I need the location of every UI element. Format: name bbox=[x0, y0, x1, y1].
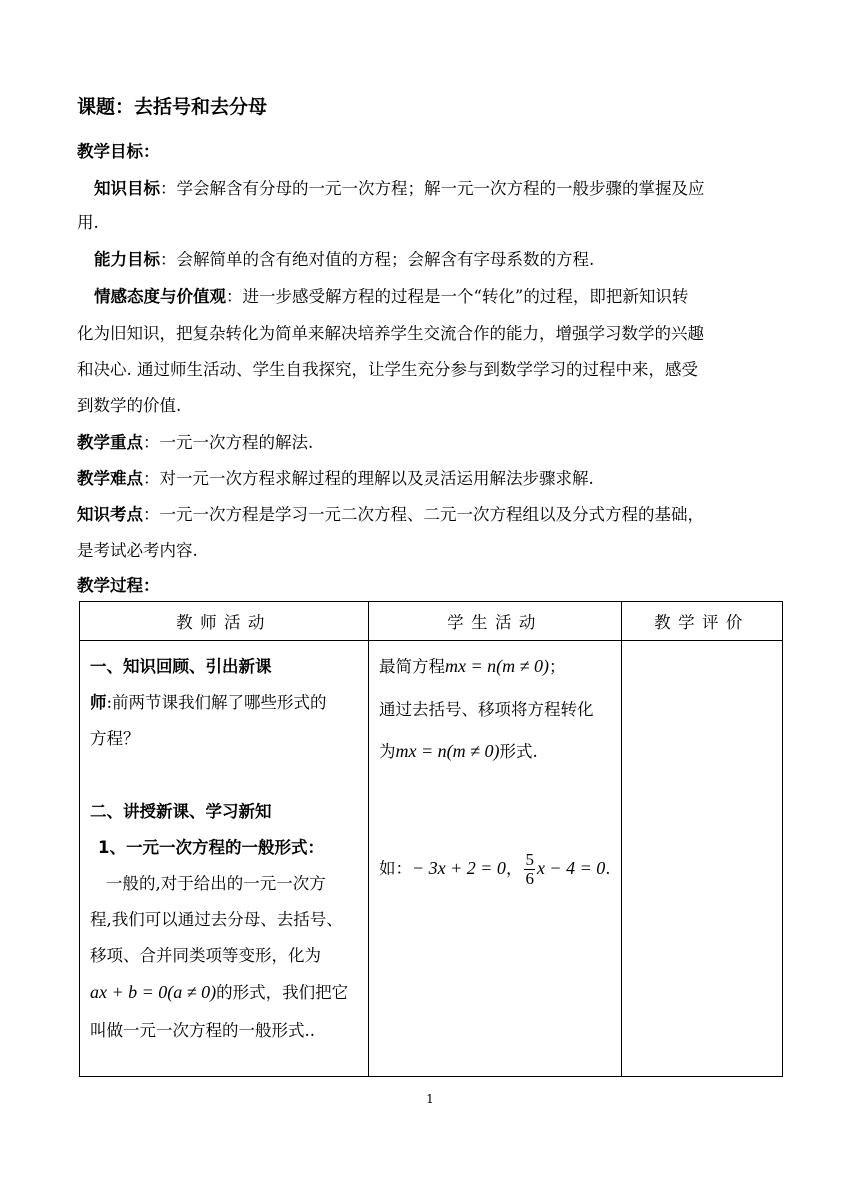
evaluation-cell bbox=[622, 641, 783, 1077]
student-line-3-text: 为 bbox=[379, 742, 396, 761]
example-line bbox=[379, 851, 610, 888]
exam-point-text2: 是考试必考内容. bbox=[77, 541, 198, 560]
objectives-heading: 教学目标： bbox=[77, 142, 160, 161]
knowledge-text1: ：学会解含有分母的一元一次方程；解一元一次方程的一般步骤的掌握及应 bbox=[160, 179, 705, 198]
ability-objective bbox=[94, 246, 800, 270]
para-line-3: 移项、合并同类项等变形，化为 bbox=[90, 946, 321, 965]
subsection1-heading: 1、一元一次方程的一般形式： bbox=[98, 838, 324, 857]
process-heading: 教学过程： bbox=[77, 576, 160, 595]
header-teacher-activity: 教师活动 bbox=[80, 602, 369, 641]
target-equation: mx = n(m ≠ 0) bbox=[395, 741, 500, 761]
example-separator: ， bbox=[505, 859, 523, 878]
emotion-text3: 和决心. 通过师生活动、学生自我探究，让学生充分参与到数学学习的过程中来，感受 bbox=[77, 360, 698, 379]
student-line-1-text: 最简方程 bbox=[379, 657, 445, 676]
key-point bbox=[77, 429, 783, 453]
header-student-activity: 学生活动 bbox=[369, 602, 622, 641]
para-line-5: 叫做一元一次方程的一般形式.. bbox=[90, 1021, 315, 1040]
ability-label: 能力目标 bbox=[94, 250, 160, 269]
emotion-objective bbox=[94, 283, 800, 307]
header-evaluation: 教学评价 bbox=[622, 602, 783, 641]
emotion-text1: ：进一步感受解方程的过程是一个“转化”的过程，即把新知识转 bbox=[226, 287, 689, 306]
example-label: 如： bbox=[379, 859, 412, 878]
exam-point bbox=[77, 501, 783, 525]
ability-text: ：会解简单的含有绝对值的方程；会解含有字母系数的方程. bbox=[160, 250, 595, 269]
student-line-1 bbox=[379, 653, 566, 677]
key-point-text: ：一元一次方程的解法. bbox=[143, 433, 314, 452]
fraction-denominator: 6 bbox=[525, 869, 534, 888]
key-point-label: 教学重点 bbox=[77, 433, 143, 452]
knowledge-text2: 用. bbox=[77, 213, 99, 232]
student-line-1-end: ； bbox=[549, 657, 566, 676]
para-line-1: 一般的,对于给出的一元一次方 bbox=[106, 874, 326, 893]
exam-point-label: 知识考点 bbox=[77, 505, 143, 524]
student-activity-cell bbox=[369, 641, 622, 1077]
emotion-text4: 到数学的价值. bbox=[77, 396, 182, 415]
para-line-4-text: 的形式，我们把它 bbox=[216, 983, 349, 1002]
teacher-question-text: :前两节课我们解了哪些形式的 bbox=[106, 693, 327, 712]
exam-point-text1: ：一元一次方程是学习一元二次方程、二元一次方程组以及分式方程的基础， bbox=[143, 505, 704, 524]
difficulty-text: ：对一元一次方程求解过程的理解以及灵活运用解法步骤求解. bbox=[143, 469, 594, 488]
student-line-3 bbox=[379, 738, 538, 762]
emotion-text2: 化为旧知识，把复杂转化为简单来解决培养学生交流合作的能力，增强学习数学的兴趣 bbox=[77, 324, 704, 343]
fraction-numerator: 5 bbox=[525, 850, 534, 869]
para-line-2: 程,我们可以通过去分母、去括号、 bbox=[90, 910, 343, 929]
page-title: 课题：去括号和去分母 bbox=[77, 96, 268, 118]
simplest-equation: mx = n(m ≠ 0) bbox=[445, 656, 550, 676]
difficulty-label: 教学难点 bbox=[77, 469, 143, 488]
teacher-label: 师 bbox=[90, 693, 107, 712]
teacher-question bbox=[90, 689, 327, 713]
teacher-question-2: 方程？ bbox=[90, 729, 140, 748]
student-line-3-end: 形式. bbox=[499, 742, 538, 761]
para-line-4 bbox=[90, 979, 348, 1003]
example-equation-2: x − 4 = 0 bbox=[536, 858, 606, 878]
section1-heading: 一、知识回顾、引出新课 bbox=[90, 657, 272, 676]
student-line-2: 通过去括号、移项将方程转化 bbox=[379, 700, 594, 719]
activity-table bbox=[79, 601, 783, 1077]
example-equation-1: − 3x + 2 = 0 bbox=[412, 858, 506, 878]
section2-heading: 二、讲授新课、学习新知 bbox=[90, 802, 272, 821]
emotion-label: 情感态度与价值观 bbox=[94, 287, 226, 306]
page-number: 1 bbox=[426, 1092, 434, 1106]
teacher-activity-cell bbox=[80, 641, 369, 1077]
general-form-equation: ax + b = 0(a ≠ 0) bbox=[90, 982, 217, 1002]
knowledge-label: 知识目标 bbox=[94, 179, 160, 198]
fraction-five-sixths bbox=[524, 851, 535, 888]
knowledge-objective bbox=[94, 175, 800, 199]
example-end: . bbox=[605, 859, 611, 878]
difficulty bbox=[77, 465, 783, 489]
